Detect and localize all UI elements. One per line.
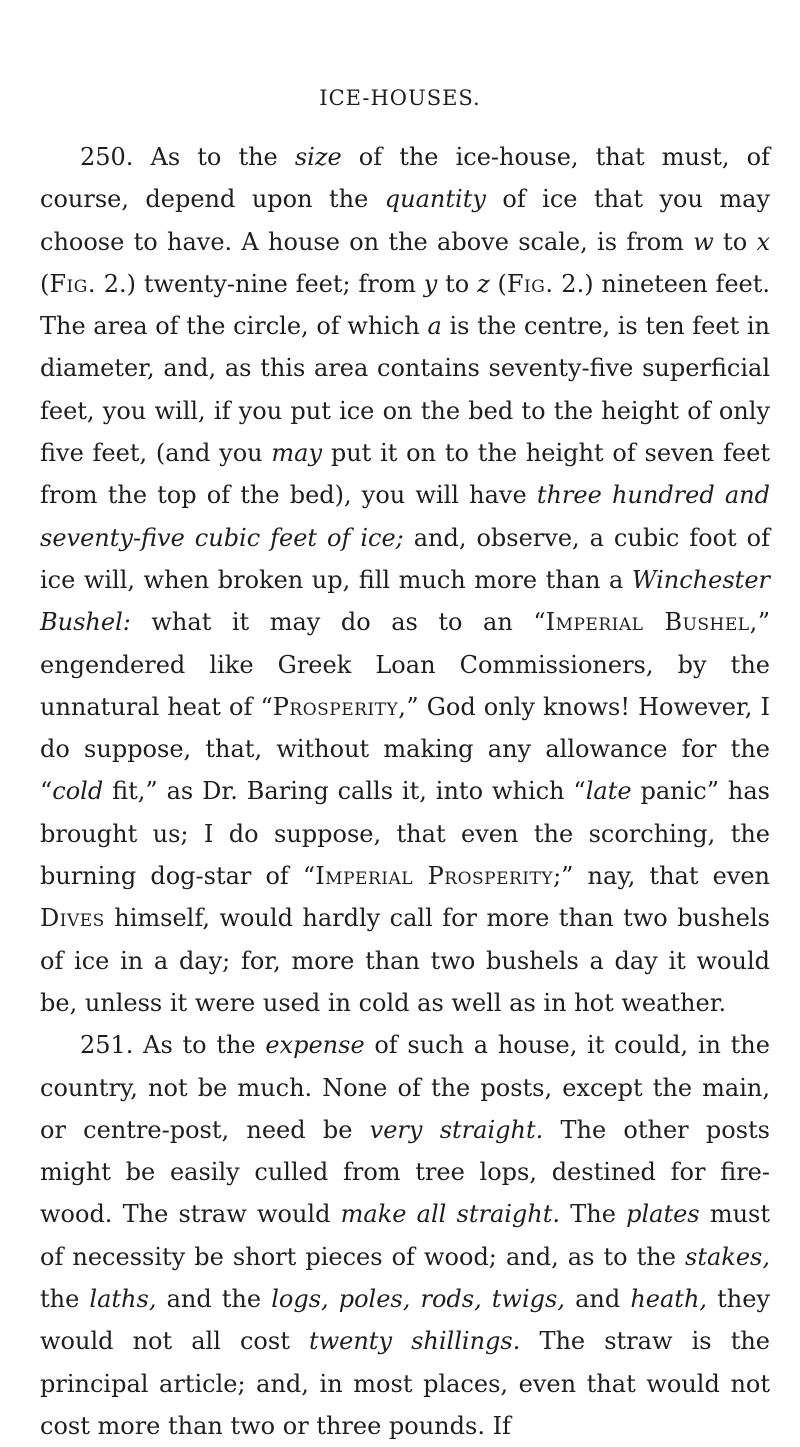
- italic-run: quantity: [384, 185, 486, 214]
- italic-run: laths,: [89, 1285, 157, 1314]
- text-run: of such a house, it could, in the country, not be much. None of the posts, except the main, or centre-post, need be: [40, 1031, 770, 1144]
- italic-run: twenty shillings.: [308, 1327, 521, 1356]
- small-caps-run: Dives: [40, 904, 105, 933]
- small-caps-run: Imperial Prosperity: [315, 862, 554, 891]
- text-run: they would not all cost: [40, 1285, 771, 1356]
- italic-run: stakes,: [685, 1242, 770, 1271]
- italic-run: x: [756, 227, 770, 256]
- text-run: panic” has brought us; I do suppose, that even the scorching, the burning dog-star of “: [40, 777, 770, 891]
- italic-run: z: [477, 269, 490, 298]
- italic-run: may: [271, 439, 323, 468]
- text-run: ” God only knows! However, I do suppose, that, without making any allowance for the “: [40, 692, 771, 806]
- text-run: himself, would hardly call for more than two bushels of ice in a day; for, more than two bushels a day it would be, unless it were used in cold as well as in hot weather.: [40, 904, 770, 1017]
- italic-run: logs, poles, rods, twigs,: [271, 1285, 565, 1314]
- text-run: 2.) nineteen feet. The area of the circle, of which: [40, 269, 771, 341]
- text-run: of the ice-house, that must, of course, depend upon the: [40, 143, 770, 214]
- running-head: ICE-HOUSES.: [319, 86, 481, 110]
- italic-run: three hundred and seventy-five cubic feet of ice;: [40, 481, 770, 552]
- text-run: (: [40, 269, 50, 298]
- text-run: to: [445, 269, 470, 298]
- text-run: (: [497, 269, 507, 298]
- text-run: ” engendered like Greek Loan Commissioners, by the unnatural heat of “: [40, 608, 770, 721]
- italic-run: a: [427, 312, 442, 341]
- small-caps-run: Prosperity,: [272, 692, 407, 721]
- text-run: and, observe, a cubic foot of ice will, when broken up, fill much more than a: [40, 523, 771, 594]
- italic-run: plates: [626, 1200, 700, 1229]
- text-run: 2.) twenty-nine feet; from: [103, 269, 416, 298]
- text-run: must of necessity be short pieces of wood; and, as to the: [40, 1200, 771, 1271]
- italic-run: expense: [265, 1031, 365, 1060]
- text-run: what it may do as to an “: [151, 608, 546, 637]
- italic-run: make all straight.: [340, 1200, 561, 1229]
- paragraph-250: [40, 136, 770, 1024]
- text-run: As to the: [150, 143, 278, 171]
- small-caps-run: Fig.: [49, 269, 96, 298]
- text-run: As to the: [143, 1031, 256, 1060]
- italic-run: very straight.: [369, 1115, 544, 1144]
- italic-run: cold: [52, 777, 104, 806]
- italic-run: size: [294, 143, 342, 171]
- italic-run: heath,: [630, 1285, 708, 1314]
- italic-run: late: [585, 777, 632, 806]
- text-run: The: [570, 1200, 616, 1229]
- text-run: of ice that you may choose to have. A house on the above scale, is from: [40, 185, 770, 256]
- text-run: The other posts might be easily culled from tree lops, destined for fire-wood. The straw would: [40, 1115, 770, 1229]
- text-run: and: [575, 1285, 621, 1314]
- text-run: The straw is the principal article; and, in most places, even that would not cost more than two or three pounds. If: [40, 1327, 770, 1440]
- text-run: to: [723, 227, 748, 256]
- italic-run: w: [693, 227, 714, 256]
- page-body: [40, 136, 770, 1447]
- text-run: is the centre, is ten feet in diameter, and, as this area contains seventy-five superficial feet, you will, if you put ice on the bed to the height of only five feet, (and you: [40, 312, 770, 468]
- italic-run: y: [423, 269, 438, 298]
- text-run: and the: [166, 1285, 262, 1314]
- paragraph-number: 251.: [80, 1031, 134, 1060]
- text-run: fit,” as Dr. Baring calls it, into which “: [112, 777, 586, 806]
- text-run: put it on to the height of seven feet from the top of the bed), you will have: [40, 439, 770, 510]
- small-caps-run: Imperial Bushel,: [545, 608, 758, 637]
- paragraph-251: [40, 1024, 770, 1447]
- text-run: ;” nay, that even: [553, 862, 771, 891]
- italic-run: Winchester Bushel:: [40, 565, 770, 637]
- paragraph-number: 250.: [80, 143, 134, 171]
- text-run: the: [40, 1285, 80, 1314]
- small-caps-run: Fig.: [506, 269, 554, 298]
